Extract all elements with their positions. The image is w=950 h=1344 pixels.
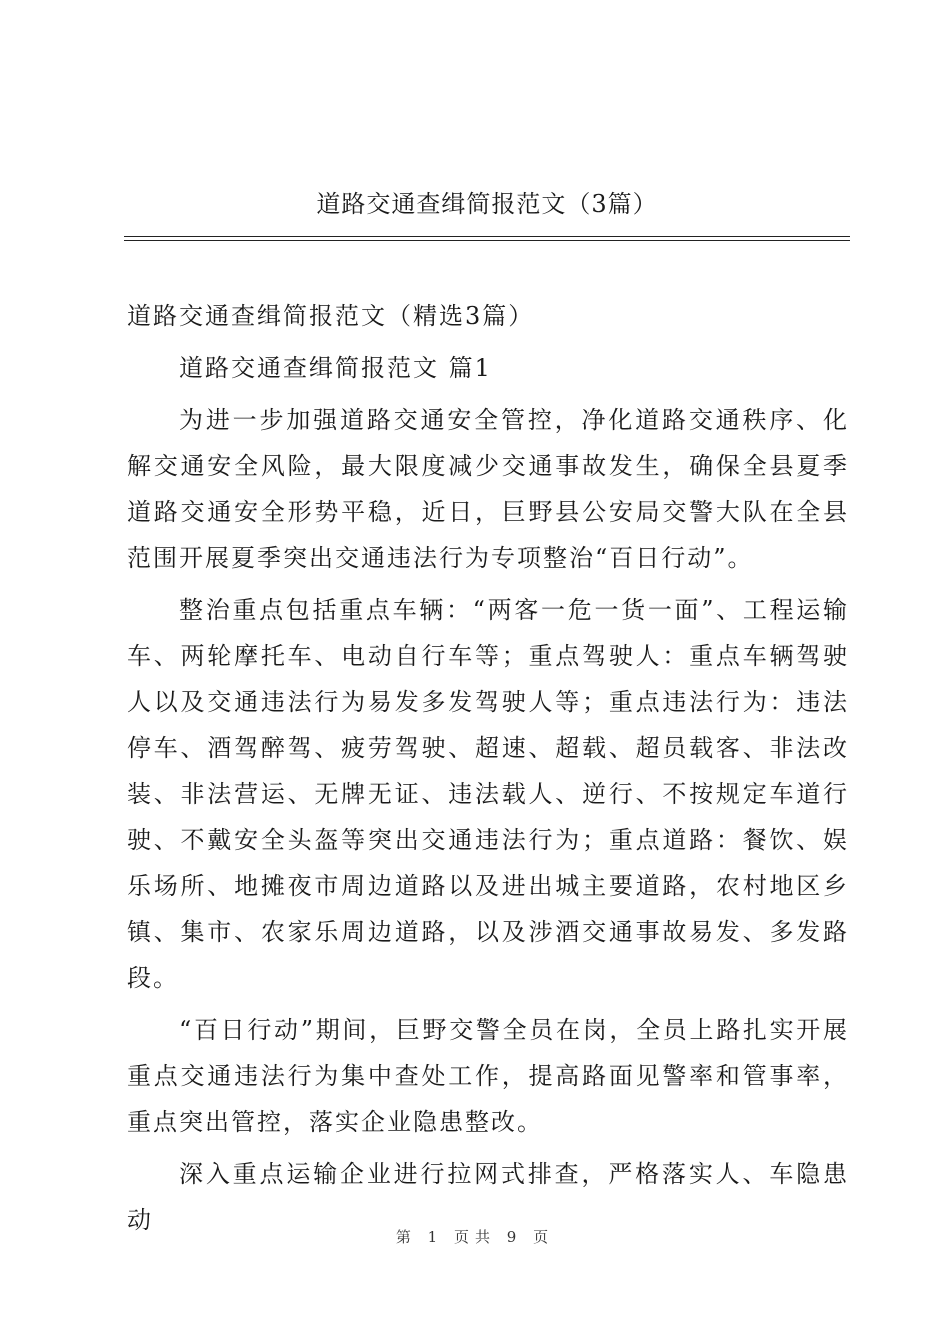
- header-divider: [124, 236, 850, 241]
- paragraph: 深入重点运输企业进行拉网式排查，严格落实人、车隐患动: [127, 1160, 849, 1234]
- page-header-title: 道路交通查缉简报范文（3篇）: [316, 190, 658, 218]
- paragraph: “百日行动”期间，巨野交警全员在岗，全员上路扎实开展重点交通违法行为集中查处工作，提高路面见警率和管事率，重点突出管控，落实企业隐患整改。: [127, 1016, 849, 1136]
- document-body: [127, 293, 849, 1249]
- section-heading: 道路交通查缉简报范文 篇1: [179, 354, 492, 382]
- paragraph: 为进一步加强道路交通安全管控，净化道路交通秩序、化解交通安全风险，最大限度减少交通事故发生，确保全县夏季道路交通安全形势平稳，近日，巨野县公安局交警大队在全县范围开展夏季突出交通违法行为专项整治“百日行动”。: [127, 406, 849, 572]
- paragraph: 整治重点包括重点车辆：“两客一危一货一面”、工程运输车、两轮摩托车、电动自行车等；重点驾驶人：重点车辆驾驶人以及交通违法行为易发多发驾驶人等；重点违法行为：违法停车、酒驾醉驾、疲劳驾驶、超速、超载、超员载客、非法改装、非法营运、无牌无证、违法载人、逆行、不按规定车道行驶、不戴安全头盔等突出交通违法行为；重点道路：餐饮、娱乐场所、地摊夜市周边道路以及进出城主要道路，农村地区乡镇、集市、农家乐周边道路，以及涉酒交通事故易发、多发路段。: [127, 596, 849, 992]
- page-footer: 第 1 页共 9 页: [395, 1228, 555, 1246]
- document-heading: 道路交通查缉简报范文（精选3篇）: [127, 302, 535, 330]
